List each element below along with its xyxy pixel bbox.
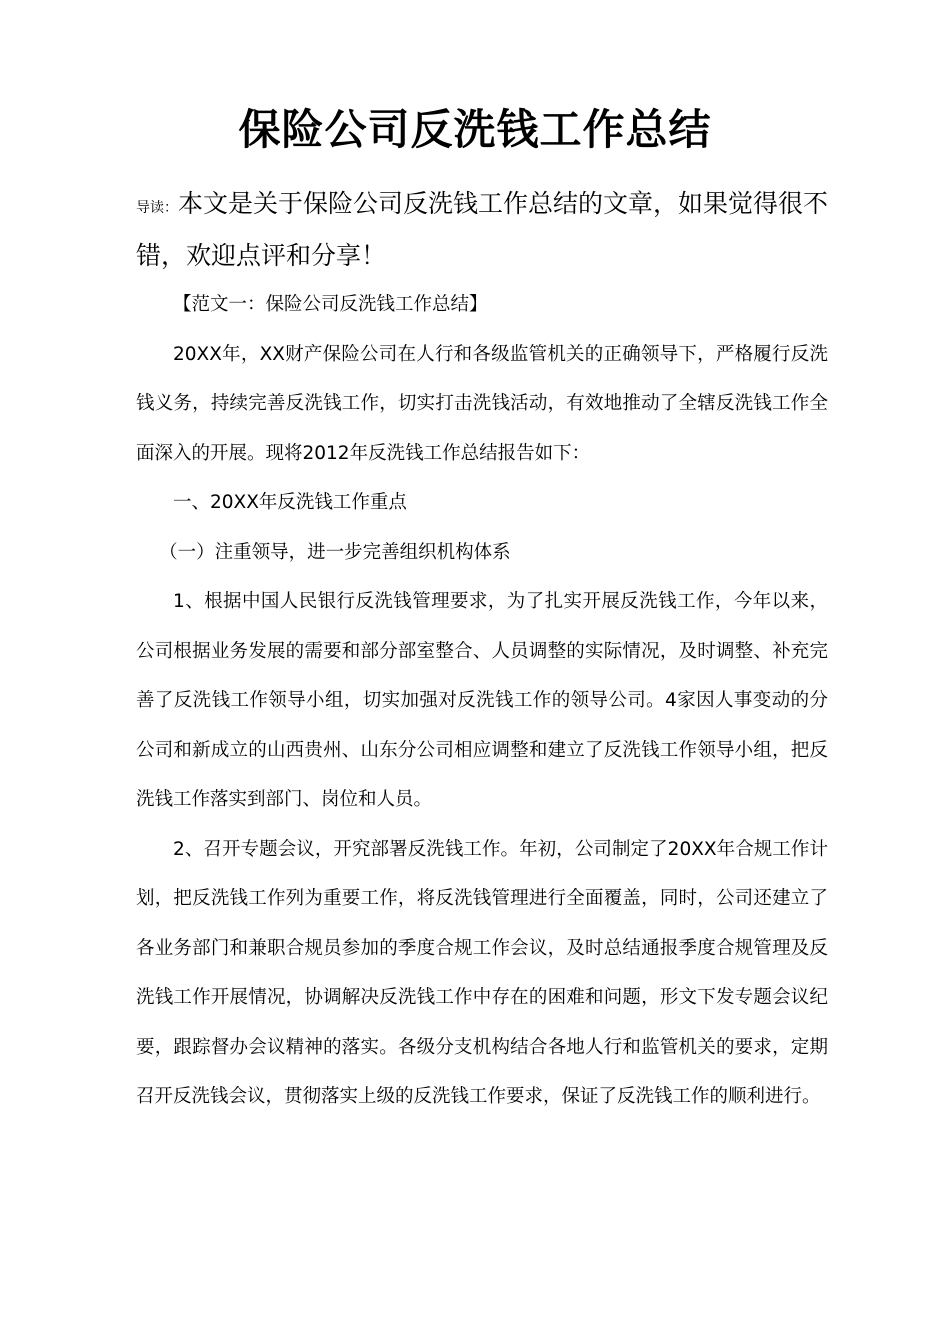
subsection-heading: （一）注重领导，进一步完善组织机构体系 (159, 541, 511, 563)
body-paragraph: 20XX年，XX财产保险公司在人行和各级监管机关的正确领导下，严格履行反洗钱义务，持续完善反洗钱工作，切实打击洗钱活动，有效地推动了全辖反洗钱工作全面深入的开展。现将2012年反洗钱工作总结报告如下： (136, 343, 828, 464)
sample-heading: 【范文一：保险公司反洗钱工作总结】 (173, 294, 488, 315)
intro-text: 本文是关于保险公司反洗钱工作总结的文章，如果觉得很不错，欢迎点评和分享！ (136, 189, 829, 270)
intro-lead: 导读： (136, 200, 178, 216)
section-heading: 一、20XX年反洗钱工作重点 (173, 492, 407, 513)
body-paragraph: 2、召开专题会议，开究部署反洗钱工作。年初，公司制定了20XX年合规工作计划，把反洗钱工作列为重要工作，将反洗钱管理进行全面覆盖，同时，公司还建立了各业务部门和兼职合规员参加的季度合规工作会议，及时总结通报季度合规管理及反洗钱工作开展情况，协调解决反洗钱工作中存在的困难和问题，形文下发专题会议纪要，跟踪督办会议精神的落实。各级分支机构结合各地人行和监管机关的要求，定期召开反洗钱会议，贯彻落实上级的反洗钱工作要求，保证了反洗钱工作的顺利进行。 (136, 838, 828, 1107)
intro-paragraph (136, 180, 836, 280)
document-body (136, 280, 828, 1122)
document-title: 保险公司反洗钱工作总结 (238, 105, 712, 154)
body-paragraph: 1、根据中国人民银行反洗钱管理要求，为了扎实开展反洗钱工作，今年以来，公司根据业务发展的需要和部分部室整合、人员调整的实际情况，及时调整、补充完善了反洗钱工作领导小组，切实加强对反洗钱工作的领导公司。4家因人事变动的分公司和新成立的山西贵州、山东分公司相应调整和建立了反洗钱工作领导小组，把反洗钱工作落实到部门、岗位和人员。 (136, 591, 828, 810)
